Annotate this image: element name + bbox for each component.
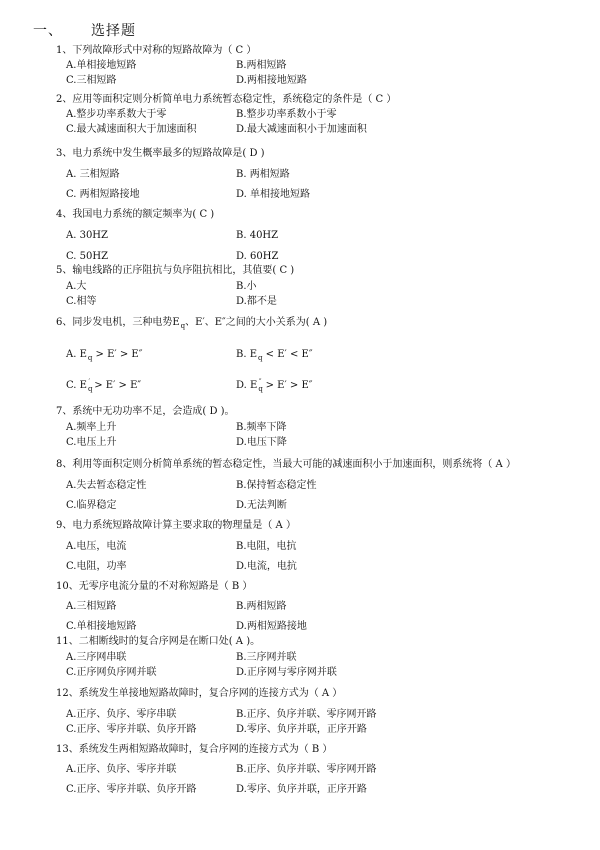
question-stem: 6、同步发电机，三种电势$E_q$、E′、E″之间的大小关系为( A ) <box>56 317 328 330</box>
option-d: D.电流，电抗 <box>236 561 297 572</box>
option-c: C.电阻，功率 <box>66 561 127 572</box>
option-a: A.整步功率系数大于零 <box>66 109 167 120</box>
option-b: B. 两相短路 <box>236 169 290 180</box>
option-a: A.正序、负序、零序串联 <box>66 709 177 720</box>
option-a: A.三序网串联 <box>66 652 127 663</box>
option-a: A. 三相短路 <box>66 169 120 180</box>
option-a: A.频率上升 <box>66 422 117 433</box>
option-d: D. 单相接地短路 <box>236 189 311 200</box>
option-d: D.正序网与零序网并联 <box>236 667 337 678</box>
option-d: D. 60HZ <box>236 251 279 262</box>
option-c: C.最大减速面积大于加速面积 <box>66 124 197 135</box>
option-b: B.小 <box>236 281 257 292</box>
option-b: B.正序、负序并联、零序网开路 <box>236 764 377 775</box>
question-stem: 1、下列故障形式中对称的短路故障为（ C ） <box>56 45 257 56</box>
option-a: A.大 <box>66 281 87 292</box>
option-d: D.两相接地短路 <box>236 75 307 86</box>
question-stem: 4、我国电力系统的额定频率为( C ) <box>56 209 215 220</box>
option-d: D.两相短路接地 <box>236 621 307 632</box>
option-c: C. $E_q' > E' > E''$ <box>66 378 142 393</box>
option-b: B. $E_q < E' < E''$ <box>236 349 313 362</box>
option-b: B.正序、负序并联、零序网开路 <box>236 709 377 720</box>
question-stem: 10、无零序电流分量的不对称短路是（ B ） <box>56 581 253 592</box>
option-a: A. $E_q > E' > E''$ <box>66 349 143 362</box>
question-stem: 8、利用等面积定则分析简单系统的暂态稳定性，当最大可能的减速面积小于加速面积，则系统将（ A ） <box>56 459 516 470</box>
option-a: A.三相短路 <box>66 601 117 612</box>
question-stem: 12、系统发生单接地短路故障时，复合序网的连接方式为（ A ） <box>56 688 343 699</box>
option-a: A.单相接地短路 <box>66 60 137 71</box>
option-c: C. 50HZ <box>66 251 109 262</box>
option-c: C.临界稳定 <box>66 500 117 511</box>
option-a: A.失去暂态稳定性 <box>66 480 147 491</box>
option-b: B.保持暂态稳定性 <box>236 480 317 491</box>
option-d: D.电压下降 <box>236 437 287 448</box>
option-d: D.无法判断 <box>236 500 287 511</box>
option-c: C.正序、零序并联、负序开路 <box>66 724 197 735</box>
question-stem: 11、二相断线时的复合序网是在断口处( A )。 <box>56 636 261 647</box>
option-c: C. 两相短路接地 <box>66 189 140 200</box>
question-stem: 3、电力系统中发生概率最多的短路故障是( D ) <box>56 148 265 159</box>
option-d: D. $E_q'' > E' > E''$ <box>236 378 313 393</box>
option-d: D.都不是 <box>236 296 277 307</box>
option-c: C.电压上升 <box>66 437 117 448</box>
option-b: B. 40HZ <box>236 230 279 241</box>
question-stem: 2、应用等面积定则分析简单电力系统暂态稳定性，系统稳定的条件是（ C ） <box>56 94 397 105</box>
option-d: D.最大减速面积小于加速面积 <box>236 124 367 135</box>
option-d: D.零序、负序并联，正序开路 <box>236 724 367 735</box>
option-d: D.零序、负序并联，正序开路 <box>236 784 367 795</box>
option-a: A.正序、负序、零序并联 <box>66 764 177 775</box>
option-c: C.正序网负序网并联 <box>66 667 157 678</box>
option-b: B.整步功率系数小于零 <box>236 109 337 120</box>
question-stem: 13、系统发生两相短路故障时，复合序网的连接方式为（ B ） <box>56 744 333 755</box>
option-b: B.两相短路 <box>236 60 287 71</box>
option-b: B.电阻，电抗 <box>236 541 297 552</box>
question-stem: 7、系统中无功功率不足，会造成( D )。 <box>56 406 235 417</box>
option-c: C.相等 <box>66 296 97 307</box>
option-b: B.频率下降 <box>236 422 287 433</box>
option-c: C.三相短路 <box>66 75 117 86</box>
option-c: C.单相接地短路 <box>66 621 137 632</box>
question-stem: 9、电力系统短路故障计算主要求取的物理量是（ A ） <box>56 520 296 531</box>
option-a: A.电压，电流 <box>66 541 127 552</box>
section-title <box>33 24 136 38</box>
option-a: A. 30HZ <box>66 230 108 241</box>
section-number: 一、 <box>33 23 63 39</box>
section-label: 选择题 <box>91 23 136 39</box>
option-b: B.三序网并联 <box>236 652 297 663</box>
option-c: C.正序、零序并联、负序开路 <box>66 784 197 795</box>
question-stem: 5、输电线路的正序阻抗与负序阻抗相比，其值要( C ) <box>56 265 295 276</box>
option-b: B.两相短路 <box>236 601 287 612</box>
